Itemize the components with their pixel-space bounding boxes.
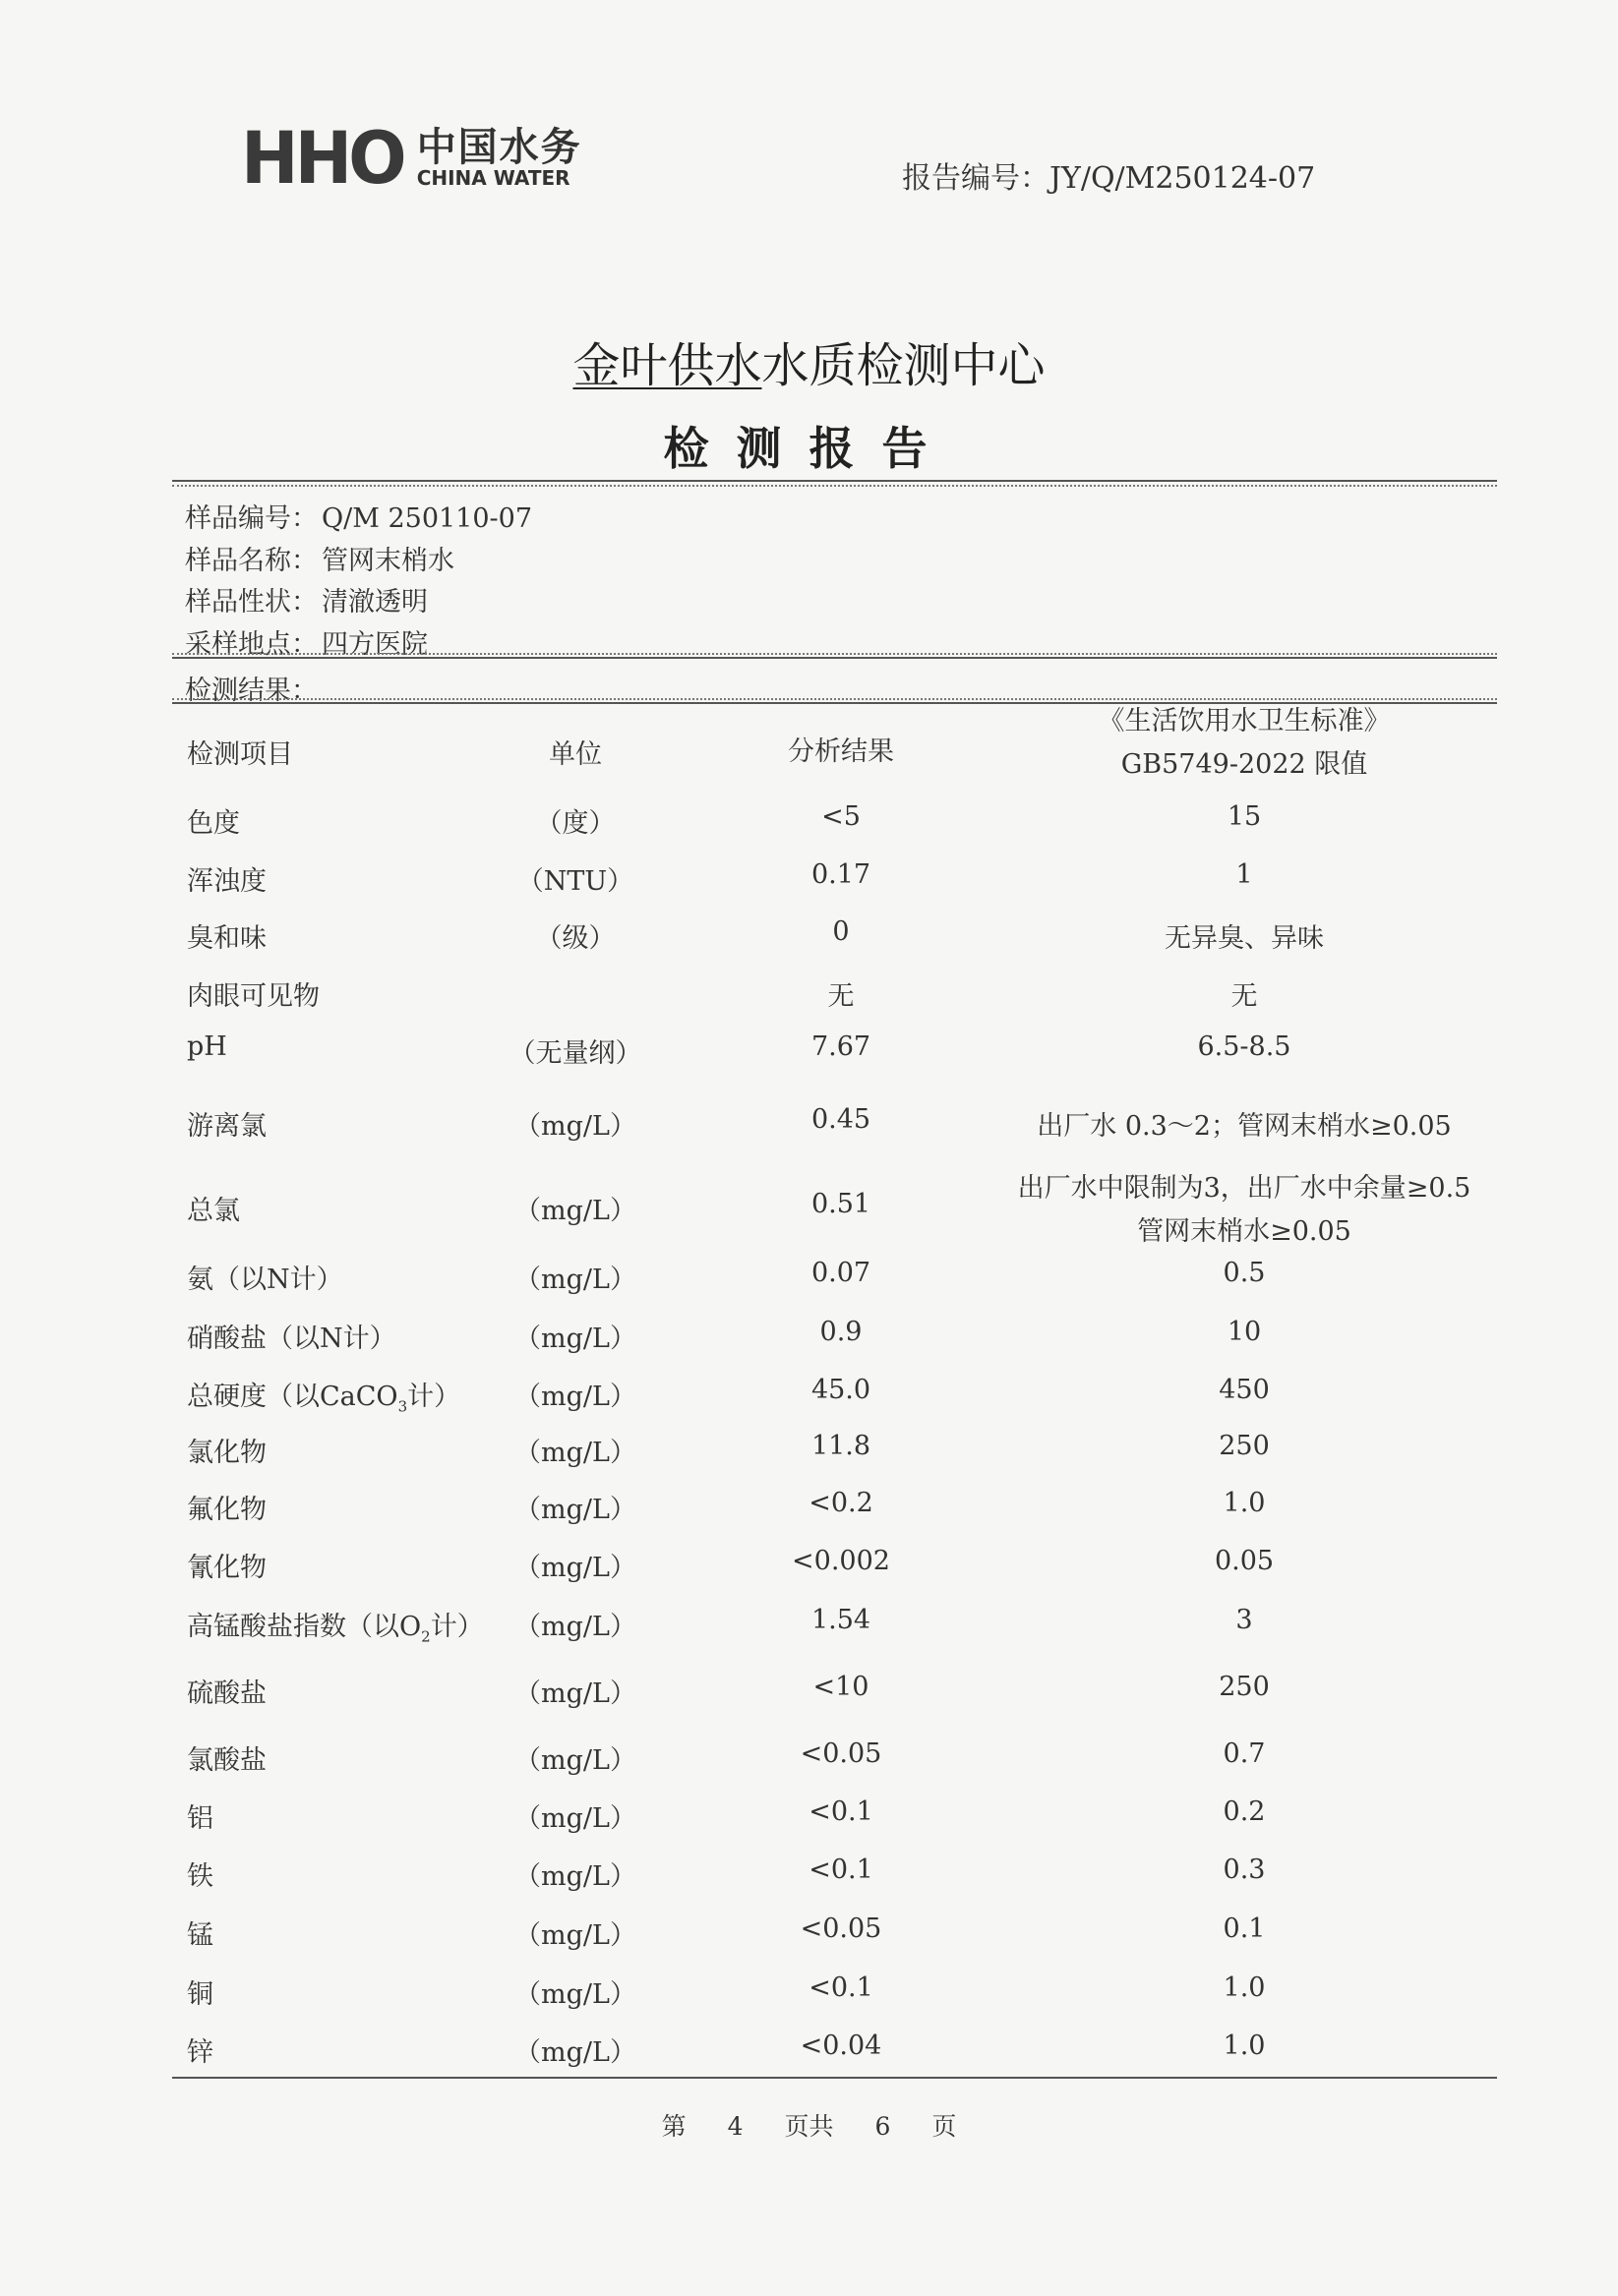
row-result: 1.54 xyxy=(810,1605,871,1635)
logo-mark: HHO xyxy=(241,115,403,202)
row-result: 0.51 xyxy=(810,1189,871,1219)
page-footer xyxy=(0,2107,1618,2143)
row-item xyxy=(187,1605,484,1645)
row-unit: （mg/L） xyxy=(514,2037,636,2068)
row-item: 总氯 xyxy=(187,1196,240,1226)
header-item: 检测项目 xyxy=(187,739,293,770)
row-limit-line1: 出厂水中限制为3，出厂水中余量≥0.5 xyxy=(1017,1173,1471,1204)
row-limit: 出厂水 0.3～2；管网末梢水≥0.05 xyxy=(1037,1111,1452,1142)
row-result: <0.05 xyxy=(800,1913,882,1944)
sample-field-value: Q/M 250110-07 xyxy=(322,503,533,534)
header-limit-line1: 《生活饮用水卫生标准》 xyxy=(1098,706,1391,736)
row-result: <0.1 xyxy=(809,1972,873,2003)
row-result: 7.67 xyxy=(810,1031,871,1062)
row-item: 浑浊度 xyxy=(187,866,267,897)
row-limit-line2: 管网末梢水≥0.05 xyxy=(1137,1216,1351,1247)
row-unit: （mg/L） xyxy=(514,1803,636,1834)
row-unit: （mg/L） xyxy=(514,1920,636,1951)
row-limit: 250 xyxy=(1219,1672,1270,1702)
row-item-subscript: 3 xyxy=(397,1397,408,1416)
row-result: 0.17 xyxy=(810,859,871,890)
row-result: 0 xyxy=(832,916,850,947)
row-result: <5 xyxy=(821,801,861,832)
footer-page: 4 xyxy=(727,2112,744,2141)
row-limit: 250 xyxy=(1219,1431,1270,1461)
org-title-rest: 水质检测中心 xyxy=(761,338,1046,393)
row-unit: （mg/L） xyxy=(514,1324,636,1354)
row-item: 铜 xyxy=(187,1979,213,2010)
sample-field xyxy=(185,539,454,577)
row-result: <0.002 xyxy=(792,1546,890,1576)
divider-bottom xyxy=(172,2077,1497,2079)
row-unit: （mg/L） xyxy=(514,1979,636,2010)
row-item: 锌 xyxy=(187,2037,213,2068)
row-item: 氰化物 xyxy=(187,1553,267,1583)
org-title-underlined: 金叶供水 xyxy=(572,338,762,393)
row-item: 铝 xyxy=(187,1803,213,1834)
footer-mid: 页共 xyxy=(784,2112,834,2141)
row-unit: （mg/L） xyxy=(514,1382,636,1412)
row-limit: 1 xyxy=(1235,859,1253,890)
row-result: <0.2 xyxy=(809,1488,873,1518)
row-item: pH xyxy=(187,1031,227,1062)
sample-field-key: 样品编号： xyxy=(185,503,318,534)
row-unit: （mg/L） xyxy=(514,1678,636,1709)
row-result: <0.1 xyxy=(809,1796,873,1827)
row-limit: 10 xyxy=(1227,1317,1262,1347)
sample-field-key: 样品性状： xyxy=(185,587,318,618)
row-item-text: 计） xyxy=(430,1612,484,1642)
row-unit: （mg/L） xyxy=(514,1196,636,1226)
row-result: <10 xyxy=(812,1672,869,1702)
row-result: 45.0 xyxy=(810,1375,871,1405)
sample-field-key: 样品名称： xyxy=(185,546,318,576)
row-result: <0.1 xyxy=(809,1854,873,1885)
row-unit: （mg/L） xyxy=(514,1745,636,1776)
divider-top-dotted xyxy=(172,485,1497,487)
report-number xyxy=(902,153,1315,197)
row-unit: （mg/L） xyxy=(514,1553,636,1583)
row-unit: （mg/L） xyxy=(514,1612,636,1642)
row-result: <0.04 xyxy=(800,2031,882,2061)
row-limit: 0.5 xyxy=(1223,1258,1266,1288)
row-item-subscript: 2 xyxy=(421,1627,431,1646)
row-limit: 15 xyxy=(1227,801,1262,832)
footer-post: 页 xyxy=(931,2112,957,2141)
report-number-value: JY/Q/M250124-07 xyxy=(1049,161,1316,196)
header-limit xyxy=(984,700,1505,787)
sample-field xyxy=(185,622,428,661)
row-result: 0.9 xyxy=(819,1317,863,1347)
header-result: 分析结果 xyxy=(788,736,894,767)
row-unit: （级） xyxy=(535,923,616,954)
row-unit: （mg/L） xyxy=(514,1438,636,1468)
company-logo xyxy=(241,115,582,202)
row-item: 铁 xyxy=(187,1861,213,1892)
divider-mid xyxy=(172,657,1497,659)
row-limit: 1.0 xyxy=(1223,2031,1266,2061)
logo-cn: 中国水务 xyxy=(416,125,582,170)
sample-field xyxy=(185,580,428,618)
sample-field-value: 清澈透明 xyxy=(322,587,428,618)
row-limit: 1.0 xyxy=(1223,1488,1266,1518)
row-item: 氯酸盐 xyxy=(187,1745,267,1776)
row-limit: 1.0 xyxy=(1223,1972,1266,2003)
sample-field-key: 采样地点： xyxy=(185,629,318,660)
row-item: 色度 xyxy=(187,808,240,839)
row-limit: 0.1 xyxy=(1223,1913,1266,1944)
row-limit: 450 xyxy=(1219,1375,1270,1405)
divider-mid-dotted xyxy=(172,653,1497,655)
org-title xyxy=(0,327,1618,395)
footer-total: 6 xyxy=(874,2112,891,2141)
row-item: 硝酸盐（以N计） xyxy=(187,1324,396,1354)
row-item-text: 高锰酸盐指数（以O xyxy=(187,1612,422,1642)
row-item-text: 计） xyxy=(407,1382,461,1412)
sample-field xyxy=(185,497,532,535)
row-item: 肉眼可见物 xyxy=(187,981,320,1012)
row-item: 硫酸盐 xyxy=(187,1678,267,1709)
row-limit: 无异臭、异味 xyxy=(1165,923,1324,954)
row-item: 臭和味 xyxy=(187,923,267,954)
row-item: 氨（以N计） xyxy=(187,1265,343,1295)
row-limit: 0.05 xyxy=(1214,1546,1275,1576)
row-unit: （度） xyxy=(535,808,616,839)
row-result: 11.8 xyxy=(810,1431,871,1461)
logo-text xyxy=(416,125,582,190)
sample-field-value: 四方医院 xyxy=(322,629,428,660)
row-limit xyxy=(984,1167,1505,1254)
report-number-label: 报告编号： xyxy=(902,161,1049,196)
row-unit: （mg/L） xyxy=(514,1495,636,1525)
footer-pre: 第 xyxy=(661,2112,687,2141)
row-item xyxy=(187,1375,460,1415)
header-unit: 单位 xyxy=(549,739,602,770)
row-result: 0.07 xyxy=(810,1258,871,1288)
row-item: 氯化物 xyxy=(187,1438,267,1468)
row-result: <0.05 xyxy=(800,1738,882,1769)
row-limit: 0.7 xyxy=(1223,1738,1266,1769)
results-label: 检测结果： xyxy=(185,676,318,706)
doc-title: 检测报告 xyxy=(663,422,955,475)
row-item-text: 总硬度（以CaCO xyxy=(187,1382,398,1412)
header-limit-line2: GB5749-2022 限值 xyxy=(1120,749,1368,780)
row-limit: 0.2 xyxy=(1223,1796,1266,1827)
row-limit: 3 xyxy=(1235,1605,1253,1635)
row-item: 游离氯 xyxy=(187,1111,267,1142)
row-unit: （NTU） xyxy=(516,866,634,897)
row-unit: （无量纲） xyxy=(509,1038,642,1069)
divider-top xyxy=(172,480,1497,482)
row-unit: （mg/L） xyxy=(514,1861,636,1892)
row-limit: 无 xyxy=(1230,981,1258,1012)
row-limit: 0.3 xyxy=(1223,1854,1266,1885)
row-result: 无 xyxy=(827,981,855,1012)
row-unit: （mg/L） xyxy=(514,1111,636,1142)
sample-field-value: 管网末梢水 xyxy=(322,546,454,576)
row-item: 氟化物 xyxy=(187,1495,267,1525)
logo-en: CHINA WATER xyxy=(416,166,570,190)
row-unit: （mg/L） xyxy=(514,1265,636,1295)
row-limit: 6.5-8.5 xyxy=(1197,1031,1291,1062)
row-item: 锰 xyxy=(187,1920,213,1951)
row-result: 0.45 xyxy=(810,1104,871,1135)
